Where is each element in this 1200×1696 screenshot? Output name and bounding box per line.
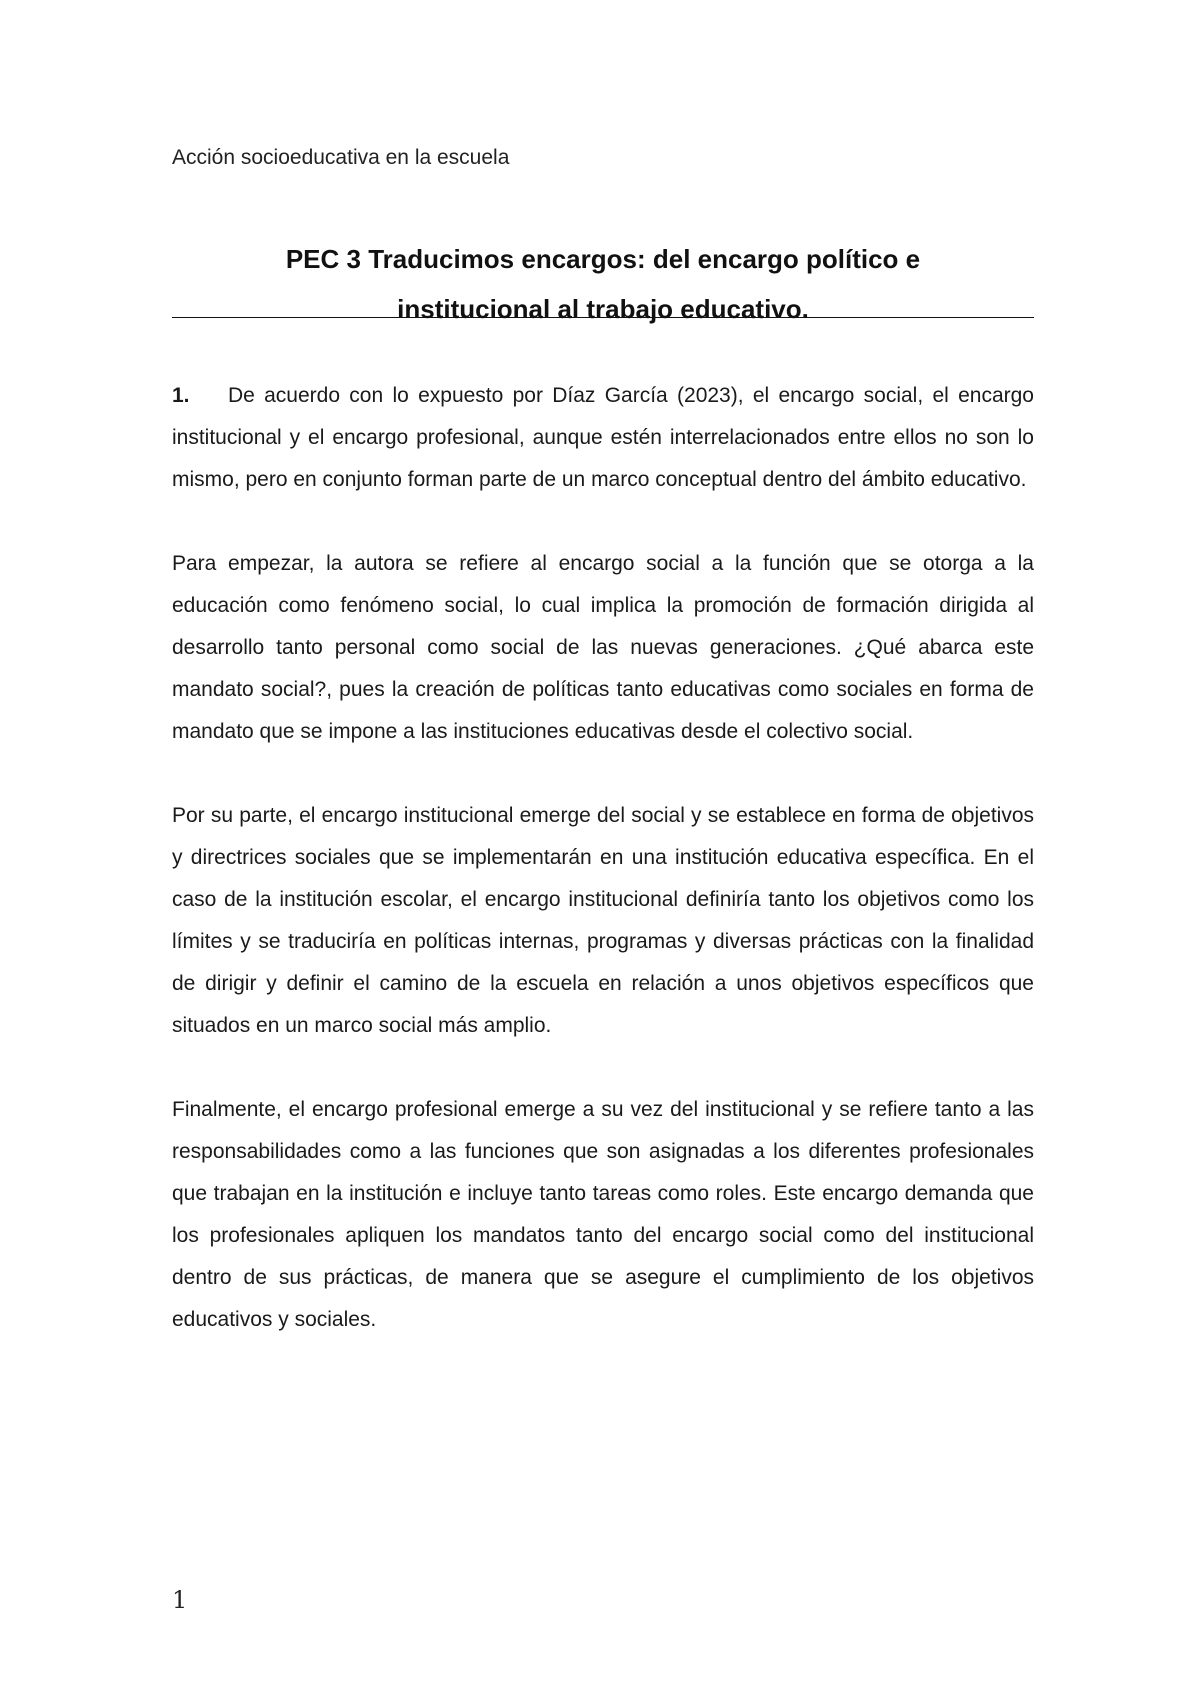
paragraph-2: Para empezar, la autora se refiere al encargo social a la función que se otorga a la educación como fenómeno social, lo cual implica la promoción de formación dirigida al desarrollo tanto personal como social de las nuevas generaciones. ¿Qué abarca este mandato social?, pues la creación de políticas tanto educativas como sociales en forma de mandato que se impone a las instituciones educativas desde el colectivo social. — [172, 552, 1034, 743]
page-number: 1 — [172, 1586, 188, 1614]
document-header: Acción socioeducativa en la escuela — [172, 146, 510, 169]
document-title — [172, 234, 1034, 334]
paragraph-1 — [172, 375, 1034, 501]
paragraph-3: Por su parte, el encargo institucional emerge del social y se establece en forma de objetivos y directrices sociales que se implementarán en una institución educativa específica. En el caso de la institución escolar, el encargo institucional definiría tanto los objetivos como los límites y se traduciría en políticas internas, programas y diversas prácticas con la finalidad de dirigir y definir el camino de la escuela en relación a unos objetivos específicos que situados en un marco social más amplio. — [172, 804, 1034, 1037]
paragraph-1-text: De acuerdo con lo expuesto por Díaz García (2023), el encargo social, el encargo institucional y el encargo profesional, aunque estén interrelacionados entre ellos no son lo mismo, pero en conjunto forman parte de un marco conceptual dentro del ámbito educativo. — [172, 384, 1034, 491]
document-body — [172, 375, 1034, 1383]
title-line-2: institucional al trabajo educativo. — [397, 294, 809, 324]
title-line-1: PEC 3 Traducimos encargos: del encargo político e — [285, 244, 921, 274]
paragraph-4: Finalmente, el encargo profesional emerge a su vez del institucional y se refiere tanto a las responsabilidades como a las funciones que son asignadas a los diferentes profesionales que trabajan en la institución e incluye tanto tareas como roles. Este encargo demanda que los profesionales apliquen los mandatos tanto del encargo social como del institucional dentro de sus prácticas, de manera que se asegure el cumplimiento de los objetivos educativos y sociales. — [172, 1098, 1034, 1331]
title-underline-rule — [172, 317, 1034, 318]
item-number: 1. — [172, 384, 190, 407]
